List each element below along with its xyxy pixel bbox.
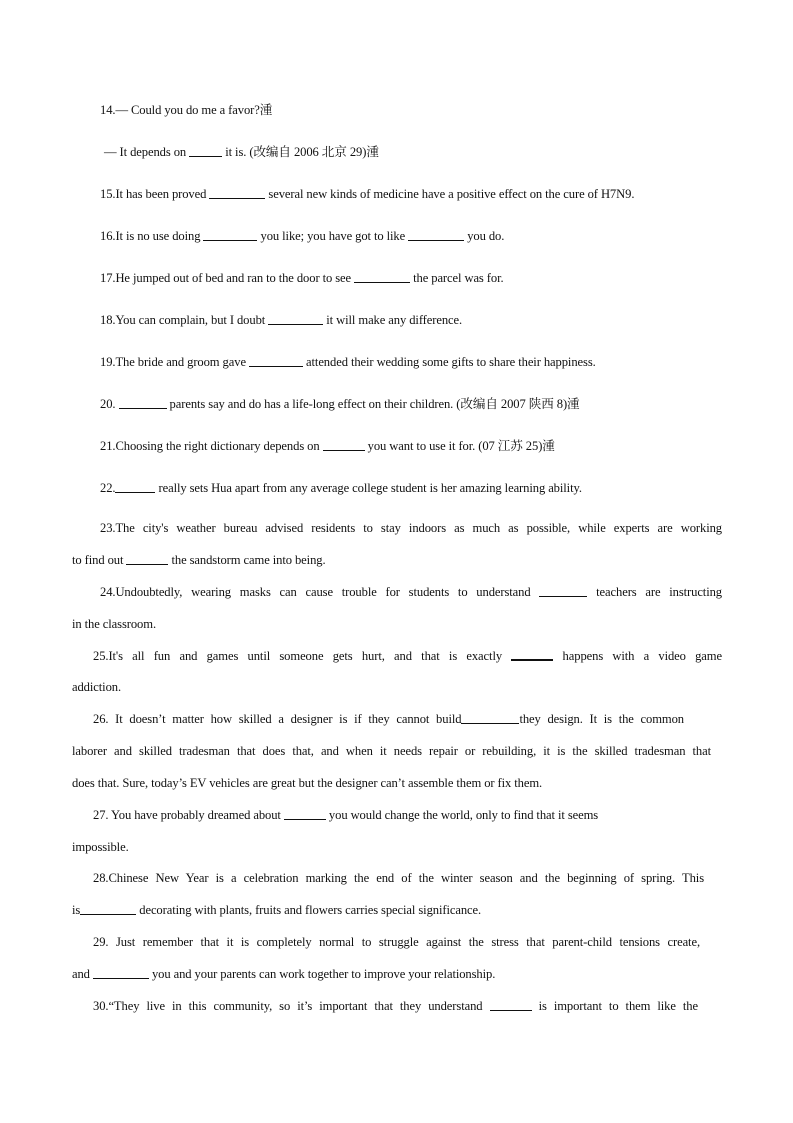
answer-blank[interactable] — [490, 998, 532, 1011]
question-27-line-2: impossible. — [72, 840, 129, 854]
question-25-line-1: 25.It's all fun and games until someone gets hurt, and that is exactly happens with a video game — [93, 649, 722, 663]
question-28-line-1: 28.Chinese New Year is a celebration marking the end of the winter season and the beginning of spring. This — [93, 871, 704, 885]
answer-blank[interactable] — [461, 711, 519, 724]
answer-blank[interactable] — [511, 647, 553, 661]
question-14-line-2: — It depends on it is. (改编自 2006 北京 29)湩 — [104, 145, 379, 159]
question-29-line-1: 29. Just remember that it is completely normal to struggle against the stress that parent-child tensions create, — [93, 935, 700, 949]
question-23-line-2: to find out the sandstorm came into being. — [72, 553, 326, 567]
question-29-line-2: and you and your parents can work together to improve your relationship. — [72, 967, 496, 981]
answer-blank[interactable] — [209, 186, 265, 199]
question-16: 16.It is no use doing you like; you have got to like you do. — [100, 229, 505, 243]
answer-blank[interactable] — [203, 228, 257, 241]
answer-blank[interactable] — [354, 270, 410, 283]
answer-blank[interactable] — [80, 902, 136, 915]
question-26-line-3: does that. Sure, today’s EV vehicles are great but the designer can’t assemble them or fix them. — [72, 776, 543, 790]
question-18: 18.You can complain, but I doubt it will make any difference. — [100, 313, 463, 327]
question-21: 21.Choosing the right dictionary depends on you want to use it for. (07 江苏 25)湩 — [100, 439, 555, 453]
answer-blank[interactable] — [249, 354, 303, 367]
answer-blank[interactable] — [408, 228, 464, 241]
question-25-line-2: addiction. — [72, 680, 122, 694]
question-28-line-2: is decorating with plants, fruits and flowers carries special significance. — [72, 903, 482, 917]
answer-blank[interactable] — [268, 312, 323, 325]
question-24-line-2: in the classroom. — [72, 617, 156, 631]
question-24-line-1: 24.Undoubtedly, wearing masks can cause trouble for students to understand teachers are instructing — [100, 585, 723, 599]
question-30-line-1: 30.“They live in this community, so it’s important that they understand is important to them like the — [93, 999, 698, 1013]
question-19: 19.The bride and groom gave attended their wedding some gifts to share their happiness. — [100, 355, 596, 369]
answer-blank[interactable] — [119, 396, 167, 409]
answer-blank[interactable] — [284, 807, 326, 820]
answer-blank[interactable] — [115, 480, 155, 493]
question-20: 20. parents say and do has a life-long effect on their children. (改编自 2007 陕西 8)湩 — [100, 397, 580, 411]
question-17: 17.He jumped out of bed and ran to the door to see the parcel was for. — [100, 271, 504, 285]
answer-blank[interactable] — [323, 438, 365, 451]
question-26-line-2: laborer and skilled tradesman that does that, and when it needs repair or rebuilding, it is the skilled tradesman that — [72, 744, 711, 758]
question-22: 22. really sets Hua apart from any average college student is her amazing learning ability. — [100, 481, 582, 495]
question-14-line-1: 14.— Could you do me a favor?湩 — [100, 103, 273, 117]
question-15: 15.It has been proved several new kinds of medicine have a positive effect on the cure of H7N9. — [100, 187, 635, 201]
answer-blank[interactable] — [189, 144, 222, 157]
question-27-line-1: 27. You have probably dreamed about you would change the world, only to find that it seems — [93, 808, 599, 822]
answer-blank[interactable] — [539, 584, 587, 597]
question-23-line-1: 23.The city's weather bureau advised residents to stay indoors as much as possible, while experts are working — [100, 521, 722, 535]
question-26-line-1: 26. It doesn’t matter how skilled a designer is if they cannot build they design. It is the common — [93, 712, 684, 726]
answer-blank[interactable] — [126, 552, 168, 565]
answer-blank[interactable] — [93, 966, 149, 979]
